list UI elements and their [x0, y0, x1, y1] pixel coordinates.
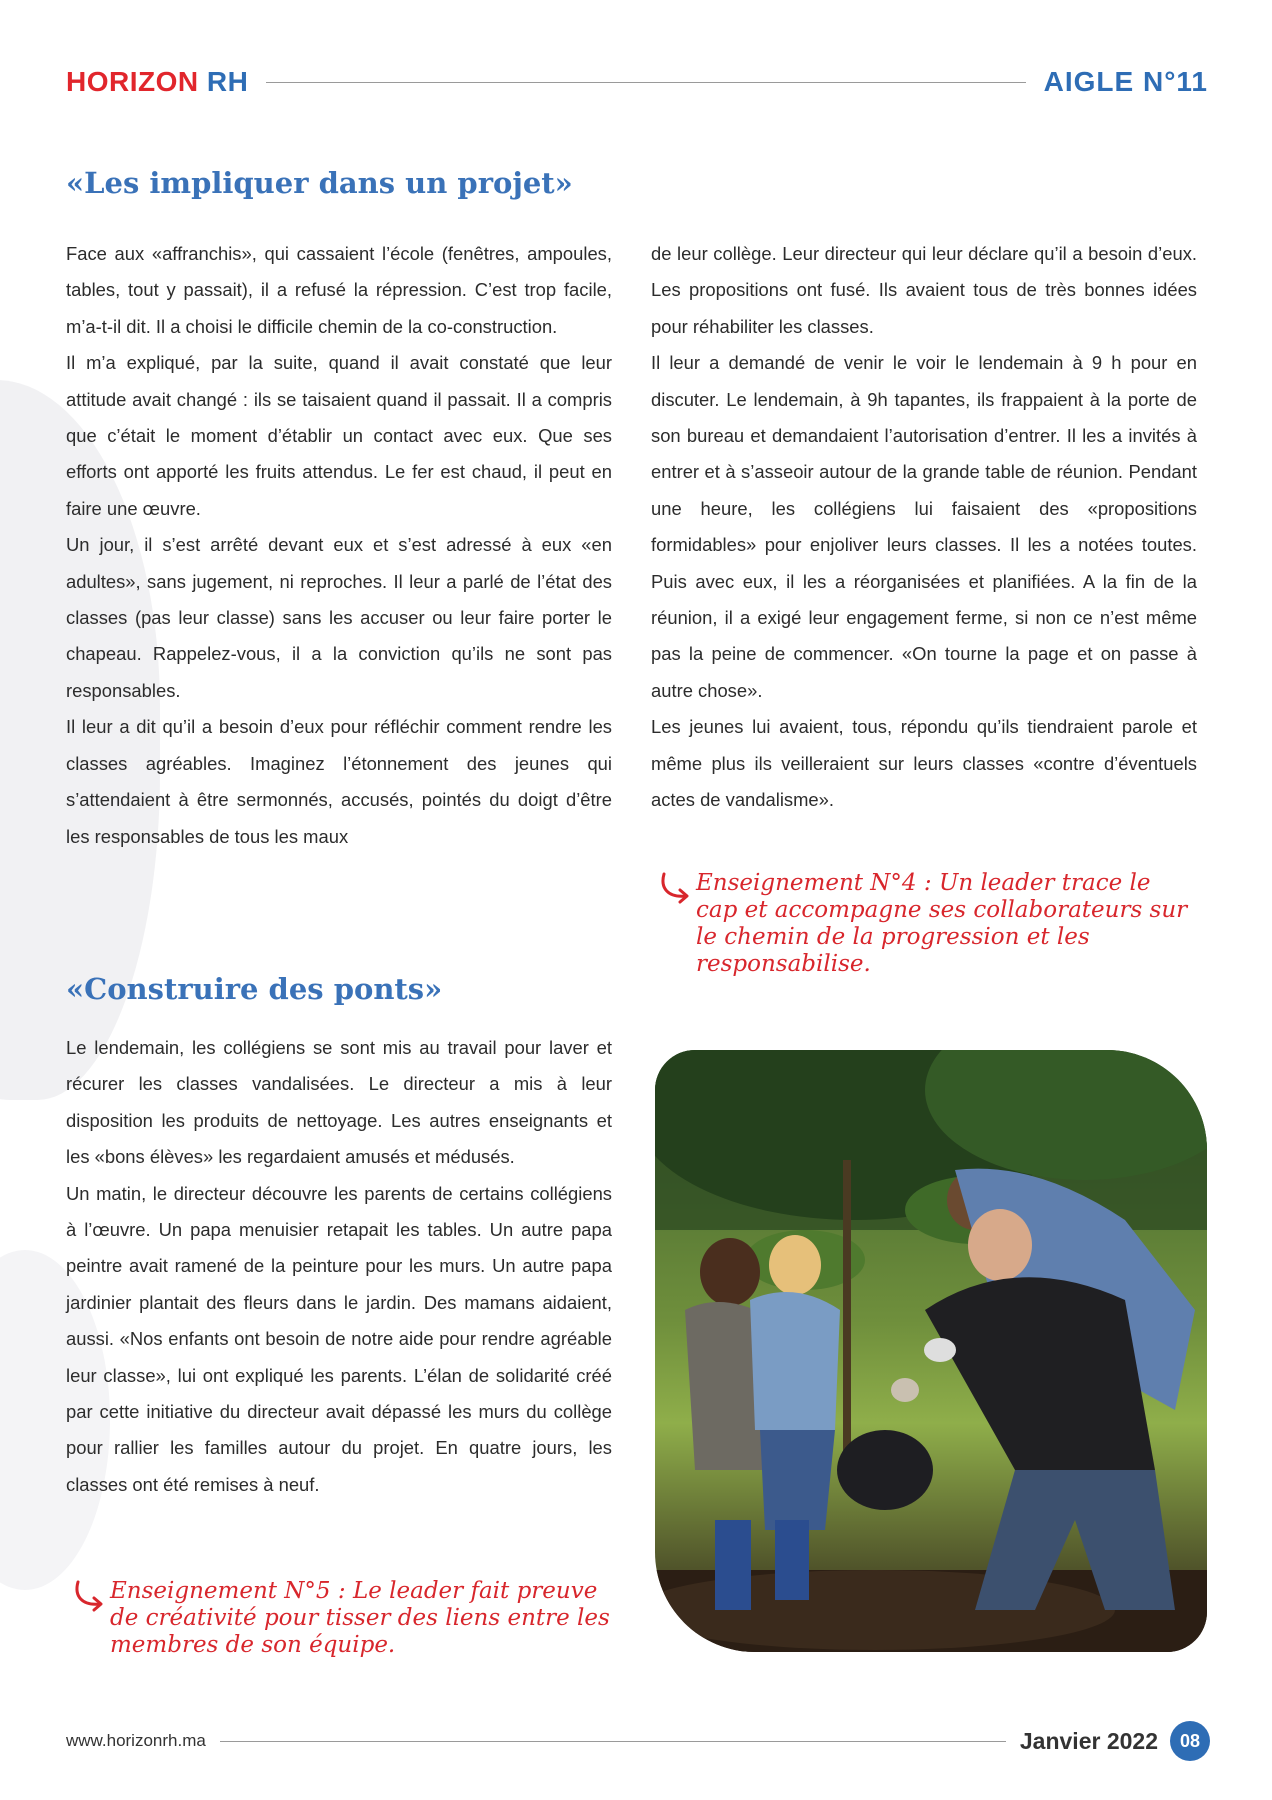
paragraph: Il leur a dit qu’il a besoin d’eux pour réfléchir comment rendre les classes agréables. Imaginez l’étonnement des jeunes qui s’attendaient à être sermonnés, accusés, pointés du doigt d’être les responsables de tous les maux	[66, 716, 612, 847]
paragraph: Un matin, le directeur découvre les parents de certains collégiens à l’œuvre. Un papa menuisier retapait les tables. Un autre papa peintre avait ramené de la peinture pour les murs. Un autre papa jardinier plantait des fleurs dans le jardin. Des mamans aidaient, aussi. «Nos enfants ont besoin de notre aide pour rendre agréable leur classe», lui ont expliqué les parents. L’élan de solidarité créé par cette initiative du directeur avait dépassé les murs du collège pour rallier les familles autour du projet. En quatre jours, les classes ont été remises à neuf.	[66, 1182, 612, 1495]
article-photo-frame	[655, 1040, 1207, 1652]
footer-divider	[220, 1741, 1006, 1742]
photo-tree-planting	[655, 1050, 1207, 1652]
paragraph: Le lendemain, les collégiens se sont mis au travail pour laver et récurer les classes vandalisées. Le directeur a mis à leur disposition les produits de nettoyage. Les autres enseignants et les «bons élèves» les regardaient amusés et médusés.	[66, 1037, 612, 1168]
page-header	[66, 62, 1208, 102]
paragraph: Face aux «affranchis», qui cassaient l’école (fenêtres, ampoules, tables, tout y passait), il a refusé la répression. C’est trop facile, m’a-t-il dit. Il a choisi le difficile chemin de la co-construction.	[66, 243, 612, 337]
paragraph: Un jour, il s’est arrêté devant eux et s’est adressé à eux «en adultes», sans jugement, ni reproches. Il leur a parlé de l’état des classes (pas leur classe) sans les accuser ou leur faire porter le chapeau. Rappelez-vous, il a la conviction qu’ils ne sont pas responsables.	[66, 534, 612, 701]
issue-number: AIGLE N°11	[1043, 66, 1208, 97]
header-divider	[266, 82, 1025, 83]
tree-planting-illustration	[655, 1050, 1207, 1652]
paragraph: de leur collège. Leur directeur qui leur déclare qu’il a besoin d’eux. Les propositions ont fusé. Ils avaient tous de très bonnes idées pour réhabiliter les classes.	[651, 243, 1197, 337]
lesson-text: Enseignement N°5 : Le leader fait preuve de créativité pour tisser des liens entre les membres de son équipe.	[110, 1578, 610, 1658]
curved-arrow-icon	[656, 870, 694, 908]
issue-date: Janvier 2022	[1019, 1727, 1158, 1754]
brand-logo-part2: RH	[206, 66, 249, 97]
paragraph: Les jeunes lui avaient, tous, répondu qu’ils tiendraient parole et même plus ils veilleraient sur leurs classes «contre d’éventuels actes de vandalisme».	[651, 716, 1197, 811]
brand-logo-part1: HORIZON	[66, 66, 199, 97]
paragraph: Il leur a demandé de venir le voir le lendemain à 9 h pour en discuter. Le lendemain, à 9h tapantes, ils frappaient à la porte de son bureau et demandaient l’autorisation d’entrer. Il les a invités à entrer et à s’asseoir autour de la grande table de réunion. Pendant une heure, les collégiens lui faisaient des «propositions formidables» pour enjoliver leurs classes. Il les a notées toutes. Puis avec eux, il les a réorganisées et planifiées. A la fin de la réunion, il a exigé leur engagement ferme, si non ce n’est même pas la peine de commencer. «On tourne la page et on passe à autre chose».	[651, 352, 1197, 701]
page-footer	[66, 1720, 1210, 1762]
website-link[interactable]: www.horizonrh.ma	[66, 1731, 206, 1750]
brand-logo	[66, 66, 248, 98]
lesson-text: Enseignement N°4 : Un leader trace le cap et accompagne ses collaborateurs sur le chemin de la progression et les responsabilise.	[696, 870, 1188, 977]
curved-arrow-icon	[70, 1578, 108, 1616]
article-column-left-1	[66, 236, 612, 855]
paragraph: Il m’a expliqué, par la suite, quand il avait constaté que leur attitude avait changé : ils se taisaient quand il passait. Il a compris que c’était le moment d’établir un contact avec eux. Que ses efforts ont apporté les fruits attendus. Le fer est chaud, il peut en faire une œuvre.	[66, 352, 612, 519]
article-column-left-2	[66, 1030, 612, 1503]
lesson-callout-4	[656, 870, 1216, 978]
lesson-callout-5	[70, 1578, 630, 1659]
page-number-badge: 08	[1170, 1721, 1210, 1761]
section-title-ponts: «Construire des ponts»	[66, 972, 443, 1006]
article-column-right-1	[651, 236, 1197, 819]
section-title-projet: «Les impliquer dans un projet»	[66, 166, 573, 200]
